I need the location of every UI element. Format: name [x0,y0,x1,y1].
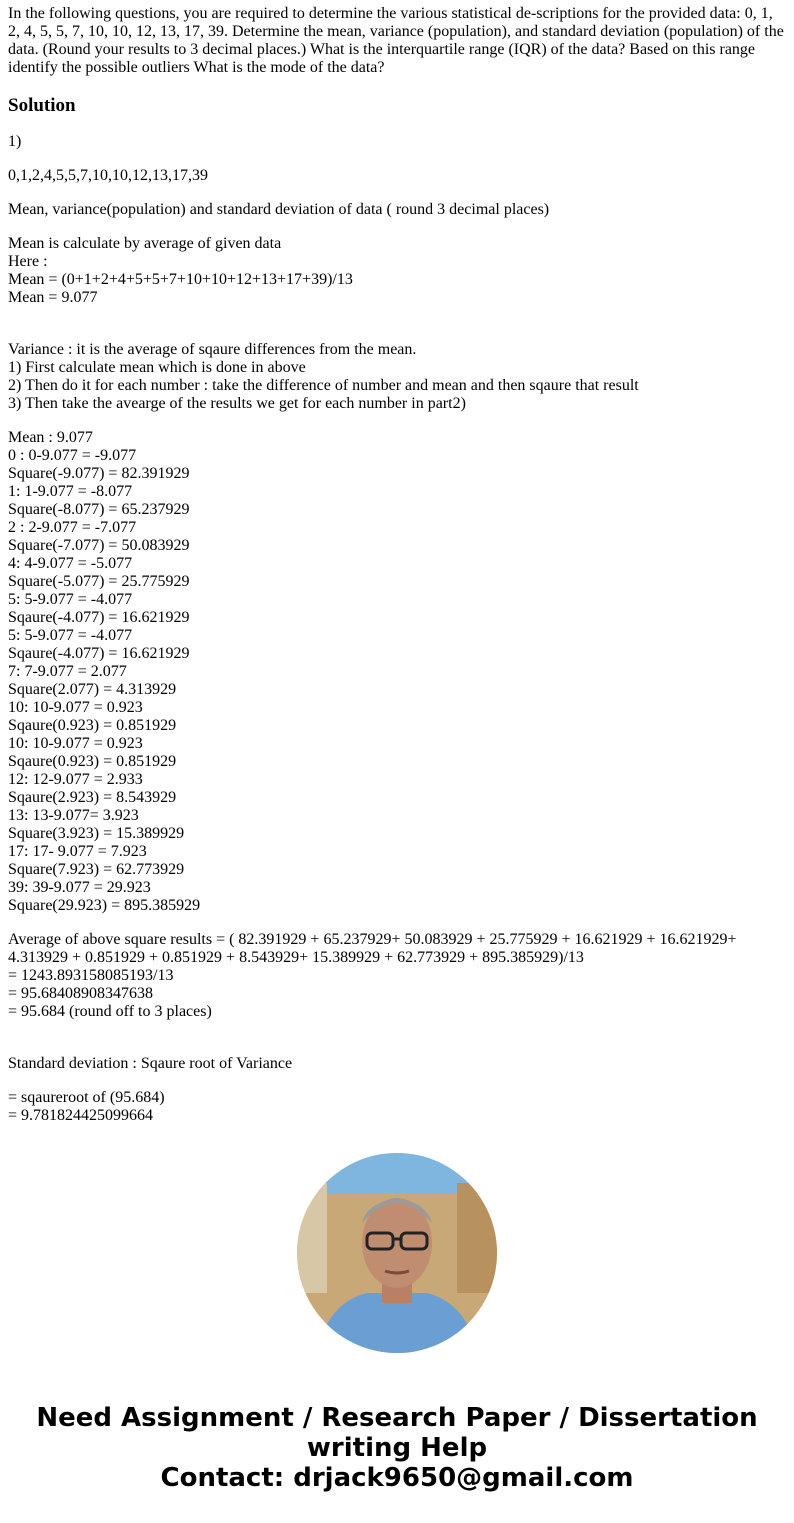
solution-paragraph [8,133,788,151]
solution-line: Square(-9.077) = 82.391929 [8,465,190,482]
solution-line [8,307,788,325]
promo-footer [0,1403,794,1493]
footer-line-2: writing Help [306,1433,488,1463]
solution-line: 0,1,2,4,5,5,7,10,10,12,13,17,39 [8,167,208,184]
solution-heading: Solution [8,95,76,116]
solution-line: 10: 10-9.077 = 0.923 [8,699,143,716]
solution-line: 13: 13-9.077= 3.923 [8,807,139,824]
solution-line: 4: 4-9.077 = -5.077 [8,555,133,572]
solution-steps [8,133,788,1122]
solution-line: Here : [8,253,48,270]
solution-paragraph [8,1089,788,1122]
solution-line: = sqaureroot of (95.684) [8,1089,165,1106]
solution-line: Variance : it is the average of sqaure differences from the mean. [8,341,417,358]
solution-line: 39: 39-9.077 = 29.923 [8,879,151,896]
solution-line: Square(7.923) = 62.773929 [8,861,185,878]
solution-line: 3) Then take the avearge of the results we get for each number in part2) [8,395,466,412]
solution-line: = 1243.893158085193/13 [8,967,174,984]
question-text: In the following questions, you are required to determine the various statistical de-scriptions for the provided data: 0, 1, 2, 4, 5, 5, 7, 10, 10, 12, 13, 17, 39. Determine the mean, variance (population), and standard deviation (population) of the data. (Round your results to 3 decimal places.) What is the interquartile range (IQR) of the data? Based on this range identify the possible outliers What is the mode of the data? [8,5,784,76]
solution-line: Sqaure(-4.077) = 16.621929 [8,645,190,662]
solution-paragraph [8,201,788,219]
solution-line: Sqaure(-4.077) = 16.621929 [8,609,190,626]
solution-line: Sqaure(2.923) = 8.543929 [8,789,177,806]
solution-paragraph [8,235,788,325]
solution-line: 5: 5-9.077 = -4.077 [8,627,133,644]
solution-line: Sqaure(0.923) = 0.851929 [8,717,177,734]
solution-paragraph [8,931,788,1039]
solution-line: 2 : 2-9.077 = -7.077 [8,519,137,536]
solution-line: Mean = (0+1+2+4+5+5+7+10+10+12+13+17+39)/13 [8,271,353,288]
solution-paragraph [8,167,788,185]
solution-line: Sqaure(0.923) = 0.851929 [8,753,177,770]
solution-line: Mean, variance(population) and standard deviation of data ( round 3 decimal places) [8,201,550,218]
solution-line: = 9.781824425099664 [8,1107,154,1122]
solution-line: 1: 1-9.077 = -8.077 [8,483,133,500]
solution-content [8,0,788,1122]
solution-line: Square(2.077) = 4.313929 [8,681,177,698]
solution-line [8,1021,788,1039]
solution-line: Mean is calculate by average of given data [8,235,282,252]
solution-line: 1) First calculate mean which is done in above [8,359,306,376]
solution-line: Square(-5.077) = 25.775929 [8,573,190,590]
solution-line: Standard deviation : Sqaure root of Variance [8,1055,293,1072]
solution-line: 2) Then do it for each number : take the difference of number and mean and then sqaure that result [8,377,639,394]
solution-line: Average of above square results = ( 82.391929 + 65.237929+ 50.083929 + 25.775929 + 16.621929 + 16.621929+ 4.313929 + 0.851929 + 0.851929 + 8.543929+ 15.389929 + 62.773929 + 895.385929)/13 [8,931,737,966]
solution-paragraph [8,341,788,413]
solution-line: = 95.68408908347638 [8,985,154,1002]
solution-line: 12: 12-9.077 = 2.933 [8,771,143,788]
solution-line: 1) [8,133,22,150]
solution-line: Square(29.923) = 895.385929 [8,897,201,914]
footer-line-1: Need Assignment / Research Paper / Dissertation [36,1403,758,1433]
solution-line: 17: 17- 9.077 = 7.923 [8,843,147,860]
solution-line: 0 : 0-9.077 = -9.077 [8,447,137,464]
solution-paragraph [8,1055,788,1073]
solution-line: 10: 10-9.077 = 0.923 [8,735,143,752]
solution-line: Mean = 9.077 [8,289,98,306]
tutor-photo [297,1153,497,1353]
solution-line: Square(-8.077) = 65.237929 [8,501,190,518]
solution-paragraph [8,429,788,915]
solution-line: 5: 5-9.077 = -4.077 [8,591,133,608]
solution-line: Square(-7.077) = 50.083929 [8,537,190,554]
solution-line: 7: 7-9.077 = 2.077 [8,663,127,680]
solution-line: Mean : 9.077 [8,429,93,446]
tutor-avatar [297,1153,497,1353]
solution-line: Square(3.923) = 15.389929 [8,825,185,842]
footer-contact: Contact: drjack9650@gmail.com [160,1463,634,1493]
solution-line: = 95.684 (round off to 3 places) [8,1003,212,1020]
